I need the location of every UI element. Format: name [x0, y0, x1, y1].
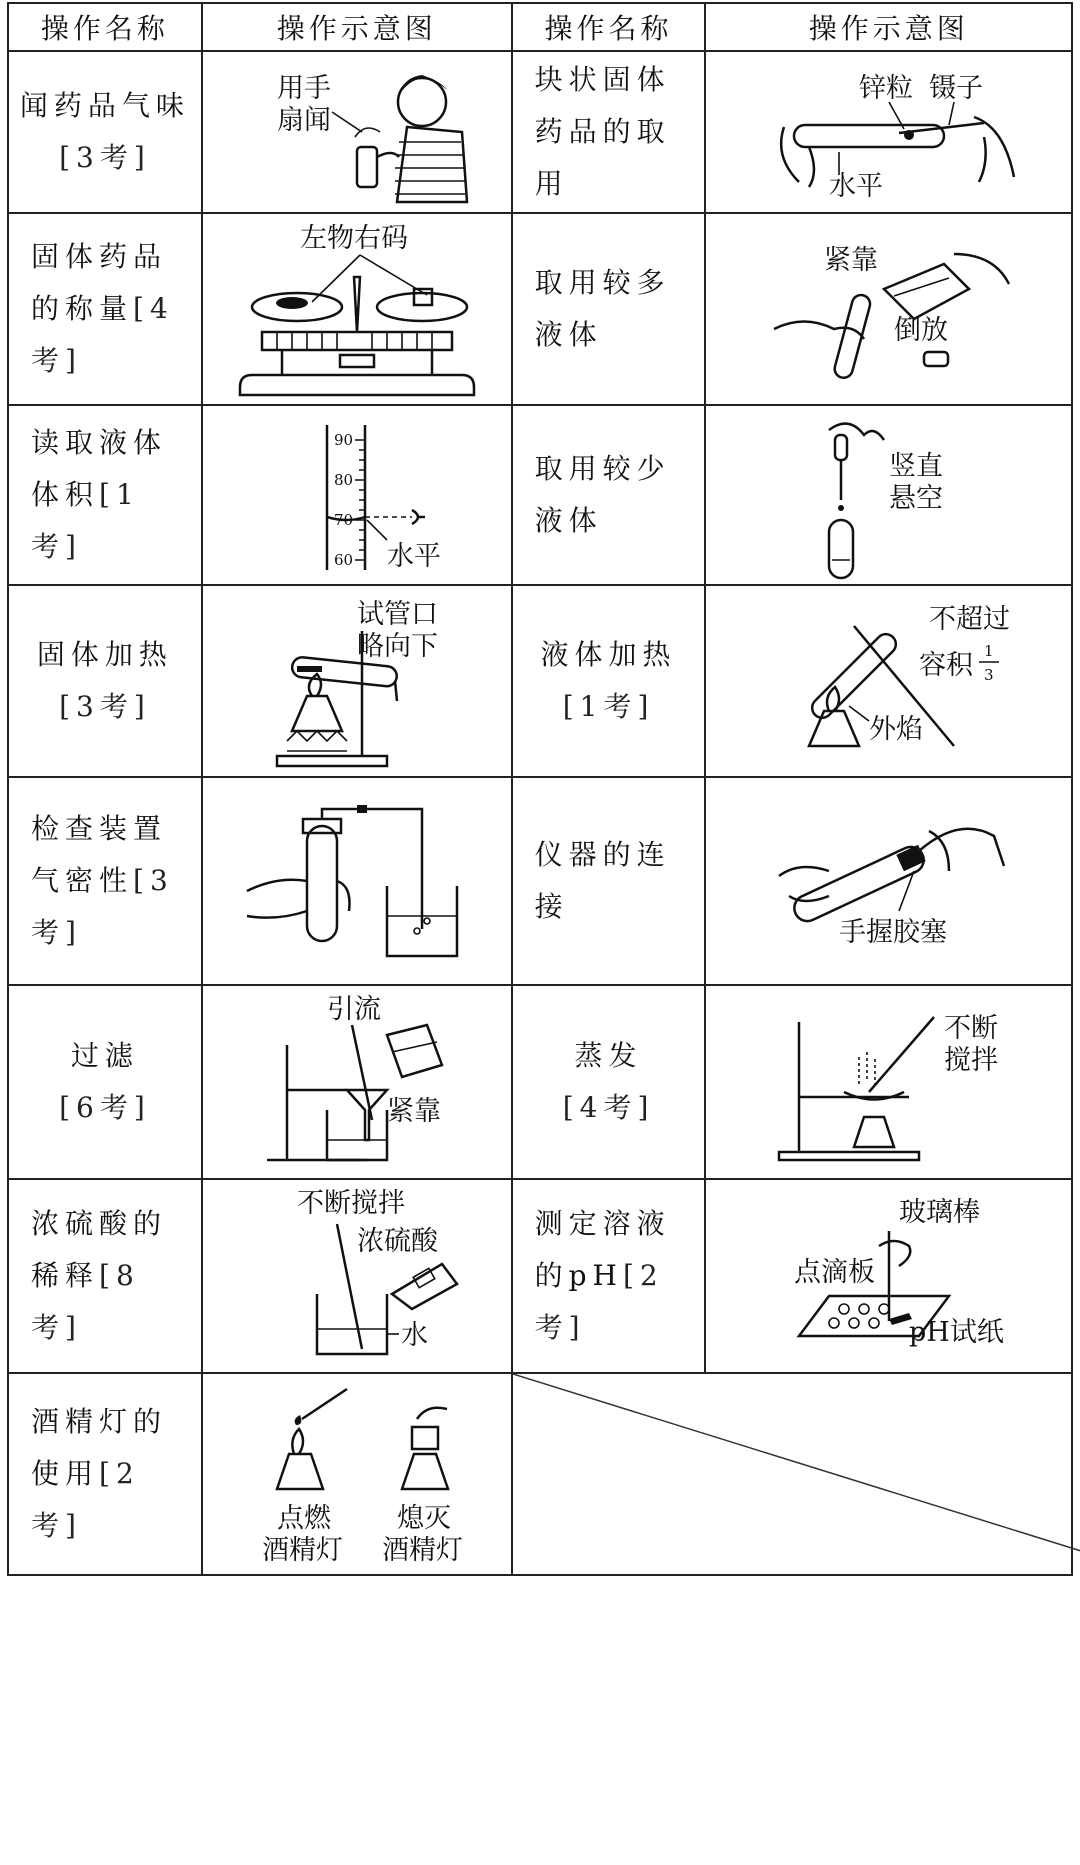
header-name-1: 操作名称 — [8, 3, 202, 51]
operation-name-cell — [8, 985, 202, 1179]
figure-pour-liquid — [705, 213, 1072, 405]
operations-table — [7, 2, 1073, 1576]
label-guide: 引流 — [326, 993, 381, 1025]
empty-diagonal-cell — [512, 1373, 1072, 1575]
label-fan: 扇闻 — [276, 105, 331, 136]
header-name-2: 操作名称 — [512, 3, 706, 51]
figure-evaporate — [705, 985, 1072, 1179]
label-stir: 搅拌 — [943, 1045, 998, 1076]
operation-name-cell — [8, 777, 202, 985]
label-close: 紧靠 — [823, 245, 878, 276]
tick-60: 60 — [333, 551, 353, 569]
table-row — [8, 1373, 1072, 1575]
figure-solid-block — [705, 51, 1072, 213]
label-outer-flame: 外焰 — [868, 714, 923, 745]
table-row — [8, 51, 1072, 213]
label-upside-down: 倒放 — [893, 315, 948, 346]
operation-name-cell — [8, 51, 202, 213]
figure-heat-liquid — [705, 585, 1072, 777]
figure-balance — [202, 213, 512, 405]
operation-name: 取用较多液体 — [534, 266, 671, 351]
label-spot-plate: 点滴板 — [793, 1257, 875, 1288]
tick-90: 90 — [333, 431, 353, 449]
operation-name: 酒精灯的使用 — [31, 1405, 168, 1490]
eye-icon — [412, 510, 425, 524]
label-keep: 不断 — [943, 1013, 998, 1044]
table-row — [8, 405, 1072, 585]
exam-count: [4考] — [562, 1091, 655, 1124]
header-row — [8, 3, 1072, 51]
label-level: 水平 — [828, 171, 883, 202]
frac-den: 3 — [983, 666, 994, 684]
operation-name-cell — [512, 51, 706, 213]
table-row — [8, 777, 1072, 985]
label-close: 紧靠 — [386, 1095, 441, 1127]
label-hand: 用手 — [276, 73, 331, 104]
tick-70: 70 — [333, 511, 353, 529]
frac-num: 1 — [983, 642, 994, 660]
operation-name-cell — [512, 213, 706, 405]
operation-name: 过滤 — [70, 1039, 139, 1072]
operation-name: 仪器的连接 — [534, 838, 671, 923]
operation-name: 读取液体体积 — [31, 426, 168, 511]
operation-name-cell — [512, 777, 706, 985]
table-row — [8, 1179, 1072, 1373]
operation-name: 蒸发 — [574, 1039, 643, 1072]
operation-name-cell — [512, 405, 706, 585]
figure-dilute — [202, 1179, 512, 1373]
header-figure-2: 操作示意图 — [705, 3, 1072, 51]
label-vertical: 竖直 — [888, 451, 943, 482]
operation-name: 块状固体药品的取用 — [534, 63, 671, 200]
figure-filter — [202, 985, 512, 1179]
header-figure-1: 操作示意图 — [202, 3, 512, 51]
operation-name-cell — [8, 585, 202, 777]
operation-name: 取用较少液体 — [534, 452, 671, 537]
exam-count: [6考] — [59, 1091, 151, 1124]
operation-name-cell — [512, 1179, 706, 1373]
label-level: 水平 — [386, 541, 441, 572]
diagonal-line — [513, 1374, 1080, 1574]
figure-read-volume — [202, 405, 512, 585]
figure-alcohol-lamp — [202, 1373, 512, 1575]
operation-name-cell — [512, 585, 706, 777]
exam-count: [2考] — [534, 1259, 664, 1344]
label-not-exceed: 不超过 — [928, 604, 1010, 635]
label-glass-rod: 玻璃棒 — [898, 1197, 980, 1228]
exam-count: [4考] — [31, 292, 174, 377]
label-hold-stopper: 手握胶塞 — [838, 917, 947, 948]
operation-name: 液体加热 — [540, 638, 677, 671]
label-volume: 容积 — [918, 650, 973, 681]
tick-80: 80 — [333, 471, 353, 489]
label-suspended: 悬空 — [888, 483, 943, 514]
label-ph-paper: pH试纸 — [908, 1317, 1004, 1348]
figure-connect — [705, 777, 1072, 985]
label-left-right: 左物右码 — [299, 222, 408, 254]
operation-name: 闻药品气味 — [19, 89, 190, 122]
operation-name-cell — [8, 1179, 202, 1373]
figure-airtightness — [202, 777, 512, 985]
exam-count: [1考] — [31, 478, 140, 563]
table-row — [8, 213, 1072, 405]
figure-ph — [705, 1179, 1072, 1373]
exam-count: [1考] — [562, 690, 655, 723]
label-zinc: 锌粒 — [858, 73, 913, 104]
exam-count: [3考] — [31, 864, 174, 949]
operation-name: 固体药品的称量 — [31, 240, 168, 325]
label-water: 水 — [400, 1319, 428, 1351]
operation-name: 固体加热 — [36, 638, 173, 671]
table-row — [8, 985, 1072, 1179]
operation-name-cell — [8, 213, 202, 405]
exam-count: [3考] — [59, 141, 151, 174]
label-extinguish: 熄灭 — [396, 1503, 451, 1534]
label-mouth: 试管口 — [356, 599, 438, 630]
label-lamp-1: 酒精灯 — [261, 1535, 343, 1566]
operation-name: 检查装置气密性 — [31, 812, 168, 897]
exam-count: [8考] — [31, 1259, 140, 1344]
exam-count: [2考] — [31, 1457, 140, 1542]
figure-heat-solid — [202, 585, 512, 777]
operation-name: 测定溶液的pH — [534, 1207, 671, 1292]
figure-dropper — [705, 405, 1072, 585]
operation-name-cell — [8, 405, 202, 585]
label-light: 点燃 — [276, 1503, 331, 1534]
label-lamp-2: 酒精灯 — [381, 1535, 463, 1566]
operation-name-cell — [8, 1373, 202, 1575]
table-row — [8, 585, 1072, 777]
figure-smell — [202, 51, 512, 213]
label-sulfuric: 浓硫酸 — [356, 1225, 438, 1257]
label-downward: 略向下 — [356, 631, 438, 662]
operation-name-cell — [512, 985, 706, 1179]
exam-count: [3考] — [59, 690, 151, 723]
label-keep-stirring: 不断搅拌 — [296, 1187, 405, 1219]
operation-name: 浓硫酸的稀释 — [31, 1207, 168, 1292]
label-tweezers: 镊子 — [928, 73, 983, 104]
